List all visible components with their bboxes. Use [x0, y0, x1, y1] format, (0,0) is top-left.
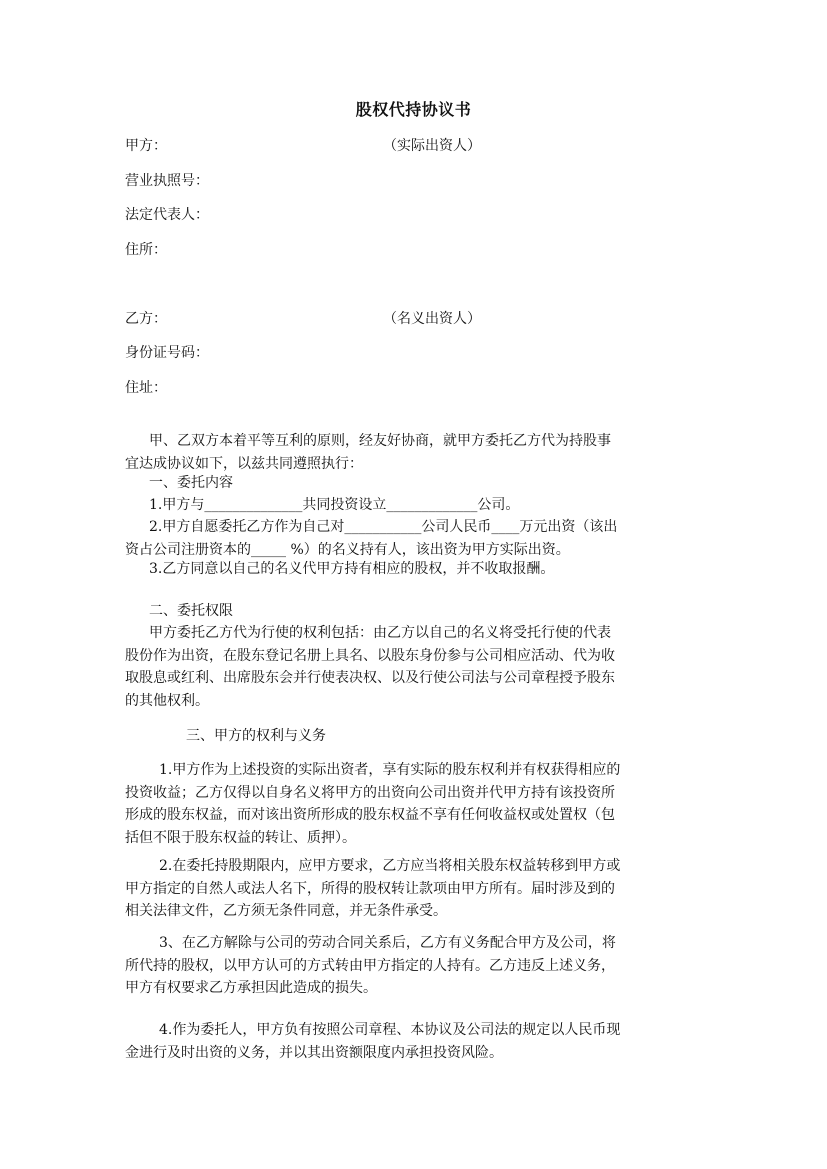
- section1-item1: 1.甲方与______________共同投资设立_____________公司。: [149, 497, 520, 513]
- section3-item1: [125, 759, 620, 849]
- section3-item4: [125, 1019, 620, 1064]
- party-b-id-label: 身份证号码：: [125, 345, 209, 361]
- section2-line: 股份作为出资，在股东登记名册上具名、以股东身份参与公司相应活动、代为收: [125, 647, 615, 664]
- party-a-role: （实际出资人）: [383, 138, 481, 154]
- party-b-role: （名义出资人）: [383, 311, 481, 327]
- party-a-label: 甲方：: [125, 138, 167, 154]
- section3-item1-line: 投资收益；乙方仅得以自身名义将甲方的出资向公司出资并代甲方持有该投资所: [125, 784, 615, 801]
- section3-item2-line: 甲方指定的自然人或法人名下，所得的股权转让款项由甲方所有。届时涉及到的: [125, 880, 615, 897]
- party-b-label: 乙方：: [125, 311, 167, 327]
- section2-line: 取股息或红利、出席股东会并行使表决权、以及行使公司法与公司章程授予股东: [125, 670, 615, 686]
- section1-item2-line2: 资占公司注册资本的_____ %）的名义持有人，该出资为甲方实际出资。: [125, 541, 570, 558]
- section3-item2: [125, 855, 620, 923]
- section3-item4-line: 4.作为委托人，甲方负有按照公司章程、本协议及公司法的规定以人民币现: [159, 1022, 621, 1038]
- party-a-address-label: 住所：: [125, 242, 167, 258]
- section2-line: 的其他权利。: [125, 692, 209, 709]
- section1-heading: 一、委托内容: [149, 475, 233, 491]
- intro-line-2: 宜达成协议如下，以兹共同遵照执行：: [125, 455, 363, 472]
- section3-item1-line: 形成的股东权益，而对该出资所形成的股东权益不享有任何收益权或处置权（包: [125, 807, 615, 823]
- section3-heading: 三、甲方的权利与义务: [186, 728, 326, 744]
- section3-item3-line: 所代持的股权，以甲方认可的方式转由甲方指定的人持有。乙方违反上述义务，: [125, 957, 615, 974]
- section2-heading: 二、委托权限: [149, 603, 233, 619]
- party-a-license-label: 营业执照号：: [125, 173, 209, 189]
- document-title: 股权代持协议书: [355, 100, 472, 119]
- section3-item2-line: 相关法律文件，乙方须无条件同意，并无条件承受。: [125, 903, 447, 919]
- section2-paragraph: [125, 622, 615, 712]
- intro-line-1: 甲、乙双方本着平等互利的原则，经友好协商，就甲方委托乙方代为持股事: [149, 433, 611, 449]
- section3-item3: [125, 932, 616, 1000]
- section3-item1-line: 1.甲方作为上述投资的实际出资者，享有实际的股东权利并有权获得相应的: [159, 762, 621, 778]
- section1-item2: [125, 516, 617, 561]
- section3-item3-line: 甲方有权要求乙方承担因此造成的损失。: [125, 980, 377, 996]
- section3-item3-line: 3、在乙方解除与公司的劳动合同关系后，乙方有义务配合甲方及公司，将: [159, 935, 616, 951]
- section3-item2-line: 2.在委托持股期限内，应甲方要求，乙方应当将相关股东权益转移到甲方或: [159, 858, 621, 874]
- section2-line: 甲方委托乙方代为行使的权利包括：由乙方以自己的名义将受托行使的代表: [149, 625, 611, 641]
- section1-item3: 3.乙方同意以自己的名义代甲方持有相应的股权，并不收取报酬。: [149, 561, 555, 577]
- party-b-address-label: 住址：: [125, 380, 167, 396]
- section3-item4-line: 金进行及时出资的义务，并以其出资额限度内承担投资风险。: [125, 1044, 503, 1061]
- intro-paragraph: [125, 430, 611, 475]
- party-a-rep-label: 法定代表人：: [125, 207, 209, 223]
- section3-item1-line: 括但不限于股东权益的转让、质押）。: [125, 829, 356, 846]
- section1-item2-line1: 2.甲方自愿委托乙方作为自己对___________公司人民币____万元出资（该出: [149, 519, 618, 535]
